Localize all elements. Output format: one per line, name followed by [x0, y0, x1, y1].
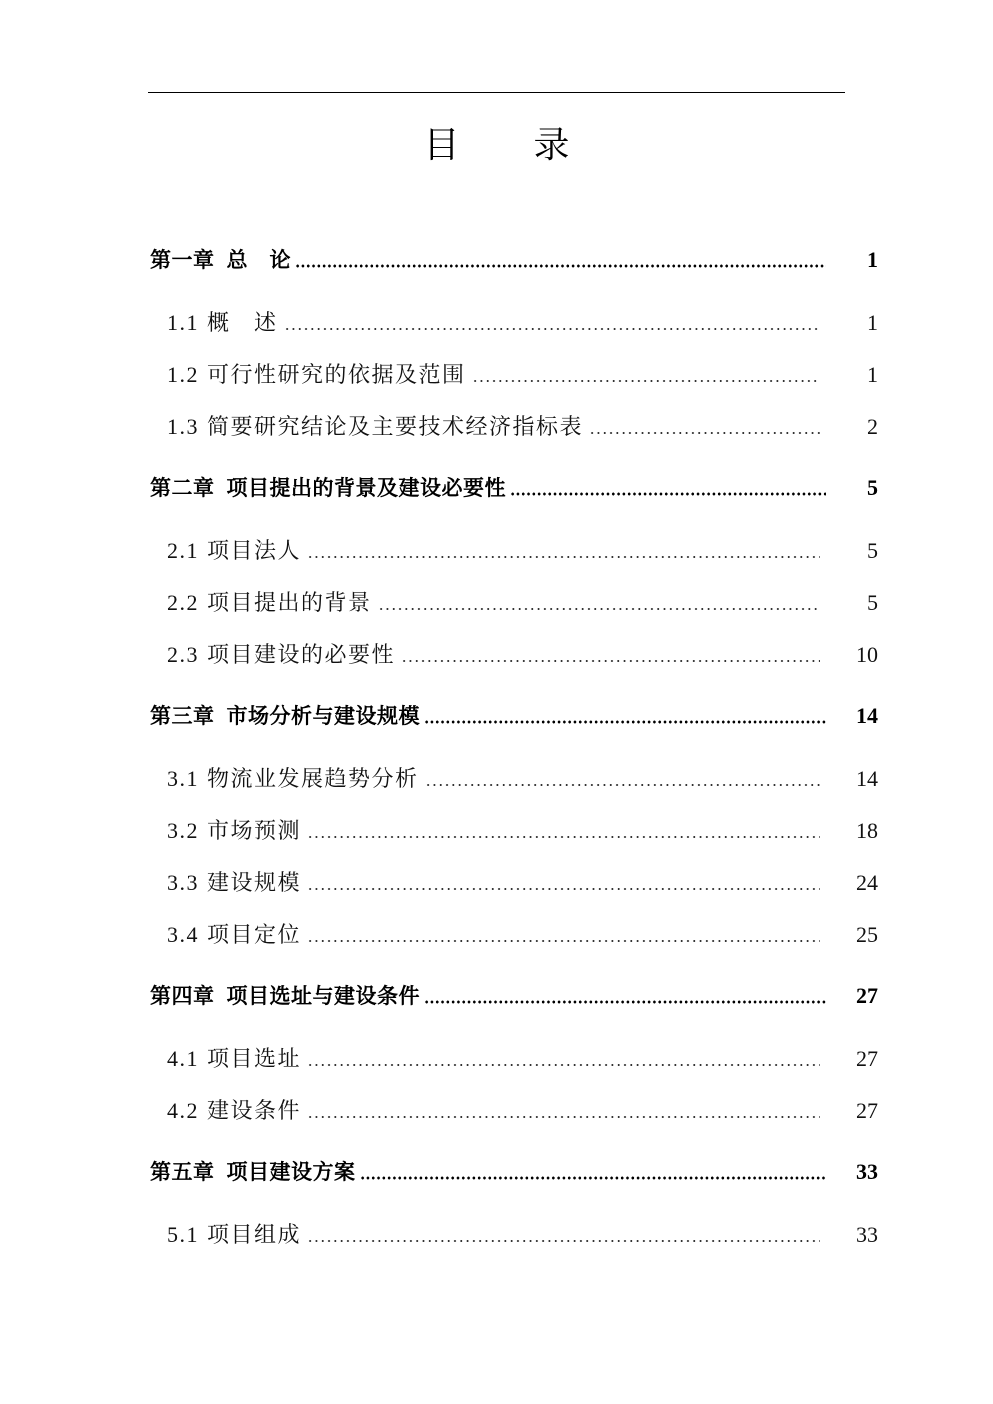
toc-label: 市场分析与建设规模: [226, 704, 420, 728]
toc-section-5-1[interactable]: [167, 1218, 878, 1249]
dot-leader: [307, 1115, 820, 1119]
toc-label: 项目组成: [207, 1222, 302, 1247]
toc-page-number: 10: [856, 642, 878, 667]
toc-section-2-3[interactable]: [167, 638, 878, 669]
toc-number: 5.1: [167, 1222, 199, 1247]
toc-page-number: 14: [856, 766, 878, 791]
page-title-char: 目: [423, 125, 460, 166]
toc-page-number: 1: [867, 247, 878, 272]
toc-section-2-1[interactable]: [167, 534, 878, 565]
toc-label: 可行性研究的依据及范围: [207, 362, 466, 387]
dot-leader: [307, 835, 820, 839]
dot-leader: [307, 1063, 820, 1067]
toc-page-number: 1: [867, 310, 878, 335]
toc-label: 项目选址: [207, 1046, 302, 1071]
toc-chapter-2[interactable]: [150, 472, 878, 502]
toc-page-number: 27: [856, 983, 878, 1008]
toc-number: 4.1: [167, 1046, 199, 1071]
toc-section-4-1[interactable]: [167, 1042, 878, 1073]
toc-label: 项目法人: [207, 538, 302, 563]
toc-number: 第五章: [150, 1160, 215, 1184]
toc-number: 3.3: [167, 870, 199, 895]
toc-page-number: 27: [856, 1098, 878, 1123]
toc-number: 3.1: [167, 766, 199, 791]
toc-section-1-3[interactable]: [167, 410, 878, 441]
dot-leader: [307, 939, 820, 943]
toc-section-1-2[interactable]: [167, 358, 878, 389]
toc-page-number: 14: [856, 703, 878, 728]
toc-number: 1.2: [167, 362, 199, 387]
toc-label: 市场预测: [207, 818, 302, 843]
toc-number: 2.3: [167, 642, 199, 667]
dot-leader: [424, 1000, 826, 1004]
toc-page-number: 18: [856, 818, 878, 843]
dot-leader: [401, 659, 820, 663]
toc-section-3-2[interactable]: [167, 814, 878, 845]
toc-section-3-3[interactable]: [167, 866, 878, 897]
dot-leader: [284, 327, 820, 331]
toc-label: 建设条件: [207, 1098, 302, 1123]
dot-leader: [307, 1239, 820, 1243]
toc-section-4-2[interactable]: [167, 1094, 878, 1125]
toc-label: 项目建设的必要性: [207, 642, 396, 667]
toc-number: 1.3: [167, 414, 199, 439]
dot-leader: [589, 431, 820, 435]
dot-leader: [510, 492, 826, 496]
dot-leader: [307, 555, 820, 559]
toc-number: 2.2: [167, 590, 199, 615]
toc-label: 物流业发展趋势分析: [207, 766, 419, 791]
toc-number: 第二章: [150, 476, 215, 500]
toc-number: 第一章: [150, 248, 215, 272]
toc-page-number: 24: [856, 870, 878, 895]
toc-number: 4.2: [167, 1098, 199, 1123]
dot-leader: [295, 264, 826, 268]
header-rule: [148, 92, 845, 93]
toc-page-number: 2: [867, 414, 878, 439]
toc-label: 建设规模: [207, 870, 302, 895]
toc-chapter-3[interactable]: [150, 700, 878, 730]
toc-number: 第三章: [150, 704, 215, 728]
toc-page-number: 5: [867, 538, 878, 563]
toc-page-number: 25: [856, 922, 878, 947]
toc-label: 项目提出的背景及建设必要性: [226, 476, 506, 500]
toc-label: 项目选址与建设条件: [226, 984, 420, 1008]
toc-chapter-1[interactable]: [150, 244, 878, 274]
toc-label: 项目定位: [207, 922, 302, 947]
toc-label: 项目建设方案: [226, 1160, 356, 1184]
toc-page-number: 1: [867, 362, 878, 387]
dot-leader: [378, 607, 820, 611]
toc-number: 3.2: [167, 818, 199, 843]
toc-label: 简要研究结论及主要技术经济指标表: [207, 414, 584, 439]
toc-chapter-4[interactable]: [150, 980, 878, 1010]
toc-label: 总 论: [226, 248, 291, 272]
page-title: [0, 120, 993, 172]
toc-section-1-1[interactable]: [167, 306, 878, 337]
toc-number: 1.1: [167, 310, 199, 335]
toc-label: 概 述: [207, 310, 278, 335]
toc-number: 2.1: [167, 538, 199, 563]
toc-page-number: 33: [856, 1222, 878, 1247]
toc-chapter-5[interactable]: [150, 1156, 878, 1186]
dot-leader: [360, 1176, 827, 1180]
dot-leader: [425, 783, 820, 787]
toc-section-3-4[interactable]: [167, 918, 878, 949]
toc-section-2-2[interactable]: [167, 586, 878, 617]
toc-section-3-1[interactable]: [167, 762, 878, 793]
toc-number: 第四章: [150, 984, 215, 1008]
toc-page-number: 5: [867, 590, 878, 615]
dot-leader: [307, 887, 820, 891]
toc-page-number: 5: [867, 475, 878, 500]
toc-page-number: 33: [856, 1159, 878, 1184]
toc-label: 项目提出的背景: [207, 590, 372, 615]
page-title-char: 录: [533, 125, 570, 166]
dot-leader: [424, 720, 826, 724]
toc-number: 3.4: [167, 922, 199, 947]
toc-page-number: 27: [856, 1046, 878, 1071]
dot-leader: [472, 379, 820, 383]
